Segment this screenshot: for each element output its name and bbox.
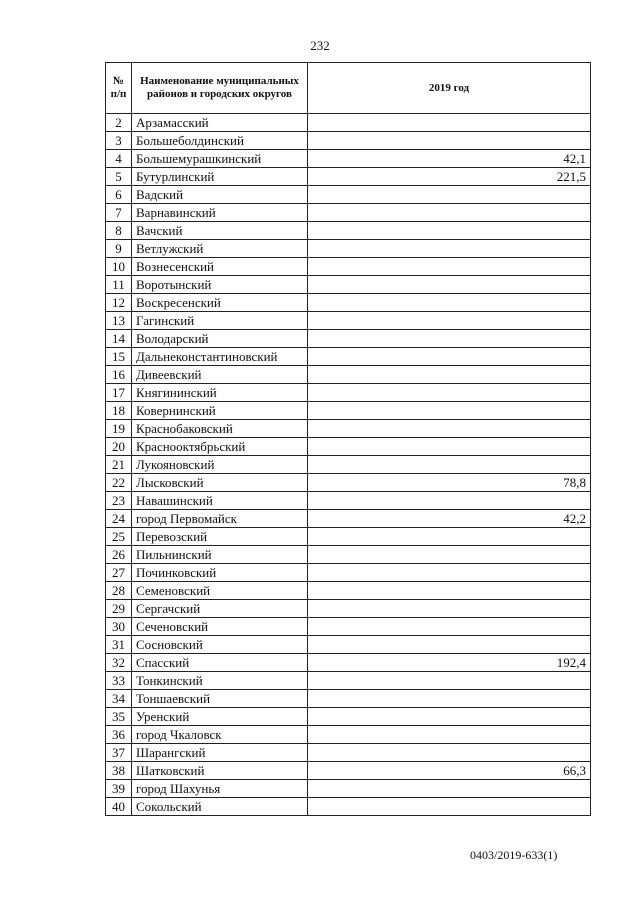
- value-2019: [308, 348, 591, 366]
- row-number: 40: [106, 798, 132, 816]
- table-row: [106, 780, 591, 798]
- document-code: 0403/2019-633(1): [470, 848, 558, 862]
- row-number: 3: [106, 132, 132, 150]
- value-2019: 78,8: [308, 474, 591, 492]
- row-number: 33: [106, 672, 132, 690]
- table-row: [106, 726, 591, 744]
- district-name: Пильнинский: [132, 546, 308, 564]
- value-2019: [308, 636, 591, 654]
- value-2019: [308, 312, 591, 330]
- row-number: 28: [106, 582, 132, 600]
- district-name: город Первомайск: [132, 510, 308, 528]
- value-2019: [308, 330, 591, 348]
- row-number: 25: [106, 528, 132, 546]
- district-name: Навашинский: [132, 492, 308, 510]
- row-number: 16: [106, 366, 132, 384]
- table-header-row: [106, 63, 591, 114]
- value-2019: [308, 492, 591, 510]
- district-name: Сеченовский: [132, 618, 308, 636]
- district-name: Краснооктябрьский: [132, 438, 308, 456]
- value-2019: 42,2: [308, 510, 591, 528]
- row-number: 24: [106, 510, 132, 528]
- row-number: 13: [106, 312, 132, 330]
- district-name: Сокольский: [132, 798, 308, 816]
- district-name: Арзамасский: [132, 114, 308, 132]
- value-2019: [308, 744, 591, 762]
- row-number: 20: [106, 438, 132, 456]
- district-name: Княгининский: [132, 384, 308, 402]
- value-2019: [308, 384, 591, 402]
- value-2019: 192,4: [308, 654, 591, 672]
- row-number: 31: [106, 636, 132, 654]
- district-name: Лукояновский: [132, 456, 308, 474]
- district-name: город Чкаловск: [132, 726, 308, 744]
- row-number: 12: [106, 294, 132, 312]
- value-2019: [308, 294, 591, 312]
- district-name: Перевозский: [132, 528, 308, 546]
- district-name: Ковернинский: [132, 402, 308, 420]
- value-2019: [308, 132, 591, 150]
- header-num: № п/п: [106, 63, 132, 114]
- value-2019: [308, 672, 591, 690]
- district-name: Воскресенский: [132, 294, 308, 312]
- value-2019: [308, 402, 591, 420]
- table-row: [106, 132, 591, 150]
- table-row: [106, 690, 591, 708]
- district-name: Тоншаевский: [132, 690, 308, 708]
- row-number: 38: [106, 762, 132, 780]
- row-number: 34: [106, 690, 132, 708]
- row-number: 35: [106, 708, 132, 726]
- value-2019: 66,3: [308, 762, 591, 780]
- row-number: 39: [106, 780, 132, 798]
- value-2019: [308, 708, 591, 726]
- row-number: 27: [106, 564, 132, 582]
- header-name: Наименование муниципальных районов и городских округов: [132, 63, 308, 114]
- district-name: Тонкинский: [132, 672, 308, 690]
- table-row: [106, 798, 591, 816]
- row-number: 8: [106, 222, 132, 240]
- table-row: [106, 420, 591, 438]
- row-number: 6: [106, 186, 132, 204]
- table-row: [106, 510, 591, 528]
- value-2019: [308, 726, 591, 744]
- row-number: 26: [106, 546, 132, 564]
- table-row: [106, 204, 591, 222]
- district-name: Володарский: [132, 330, 308, 348]
- district-name: город Шахунья: [132, 780, 308, 798]
- table-row: [106, 456, 591, 474]
- district-name: Уренский: [132, 708, 308, 726]
- district-name: Большемурашкинский: [132, 150, 308, 168]
- value-2019: [308, 456, 591, 474]
- row-number: 23: [106, 492, 132, 510]
- value-2019: [308, 186, 591, 204]
- table-row: [106, 528, 591, 546]
- district-name: Вадский: [132, 186, 308, 204]
- district-name: Варнавинский: [132, 204, 308, 222]
- table-row: [106, 240, 591, 258]
- table-row: [106, 222, 591, 240]
- row-number: 17: [106, 384, 132, 402]
- district-name: Дивеевский: [132, 366, 308, 384]
- row-number: 2: [106, 114, 132, 132]
- value-2019: [308, 438, 591, 456]
- district-name: Шатковский: [132, 762, 308, 780]
- district-name: Сосновский: [132, 636, 308, 654]
- row-number: 30: [106, 618, 132, 636]
- row-number: 4: [106, 150, 132, 168]
- value-2019: [308, 582, 591, 600]
- value-2019: [308, 420, 591, 438]
- table-row: [106, 384, 591, 402]
- table-row: [106, 168, 591, 186]
- value-2019: 221,5: [308, 168, 591, 186]
- value-2019: [308, 798, 591, 816]
- district-name: Вознесенский: [132, 258, 308, 276]
- value-2019: [308, 618, 591, 636]
- table-row: [106, 492, 591, 510]
- table-row: [106, 276, 591, 294]
- table-row: [106, 708, 591, 726]
- row-number: 11: [106, 276, 132, 294]
- table-row: [106, 186, 591, 204]
- row-number: 7: [106, 204, 132, 222]
- district-name: Сергачский: [132, 600, 308, 618]
- page-number: 232: [310, 38, 330, 53]
- value-2019: [308, 780, 591, 798]
- row-number: 9: [106, 240, 132, 258]
- district-name: Гагинский: [132, 312, 308, 330]
- district-name: Лысковский: [132, 474, 308, 492]
- row-number: 19: [106, 420, 132, 438]
- table-row: [106, 330, 591, 348]
- table-row: [106, 564, 591, 582]
- row-number: 15: [106, 348, 132, 366]
- table-row: [106, 582, 591, 600]
- table-row: [106, 348, 591, 366]
- table-row: [106, 654, 591, 672]
- value-2019: [308, 204, 591, 222]
- row-number: 18: [106, 402, 132, 420]
- table-row: [106, 744, 591, 762]
- value-2019: [308, 276, 591, 294]
- table-row: [106, 312, 591, 330]
- row-number: 32: [106, 654, 132, 672]
- district-name: Ветлужский: [132, 240, 308, 258]
- value-2019: [308, 222, 591, 240]
- value-2019: [308, 528, 591, 546]
- table-row: [106, 636, 591, 654]
- district-name: Починковский: [132, 564, 308, 582]
- district-name: Спасский: [132, 654, 308, 672]
- value-2019: [308, 564, 591, 582]
- value-2019: [308, 600, 591, 618]
- district-name: Бутурлинский: [132, 168, 308, 186]
- header-value: 2019 год: [308, 63, 591, 114]
- row-number: 5: [106, 168, 132, 186]
- value-2019: [308, 114, 591, 132]
- district-name: Шарангский: [132, 744, 308, 762]
- table-row: [106, 438, 591, 456]
- district-name: Краснобаковский: [132, 420, 308, 438]
- value-2019: [308, 258, 591, 276]
- table-row: [106, 618, 591, 636]
- row-number: 21: [106, 456, 132, 474]
- row-number: 29: [106, 600, 132, 618]
- row-number: 36: [106, 726, 132, 744]
- table-row: [106, 546, 591, 564]
- value-2019: [308, 690, 591, 708]
- value-2019: 42,1: [308, 150, 591, 168]
- district-name: Большеболдинский: [132, 132, 308, 150]
- row-number: 22: [106, 474, 132, 492]
- table-row: [106, 150, 591, 168]
- table-row: [106, 762, 591, 780]
- table-row: [106, 294, 591, 312]
- table-row: [106, 402, 591, 420]
- district-table: [105, 62, 591, 816]
- district-name: Семеновский: [132, 582, 308, 600]
- row-number: 10: [106, 258, 132, 276]
- district-name: Вачский: [132, 222, 308, 240]
- table-row: [106, 114, 591, 132]
- table-row: [106, 258, 591, 276]
- table-row: [106, 366, 591, 384]
- table-row: [106, 600, 591, 618]
- table-row: [106, 474, 591, 492]
- value-2019: [308, 366, 591, 384]
- row-number: 14: [106, 330, 132, 348]
- value-2019: [308, 546, 591, 564]
- row-number: 37: [106, 744, 132, 762]
- value-2019: [308, 240, 591, 258]
- table-row: [106, 672, 591, 690]
- district-name: Дальнеконстантиновский: [132, 348, 308, 366]
- district-name: Воротынский: [132, 276, 308, 294]
